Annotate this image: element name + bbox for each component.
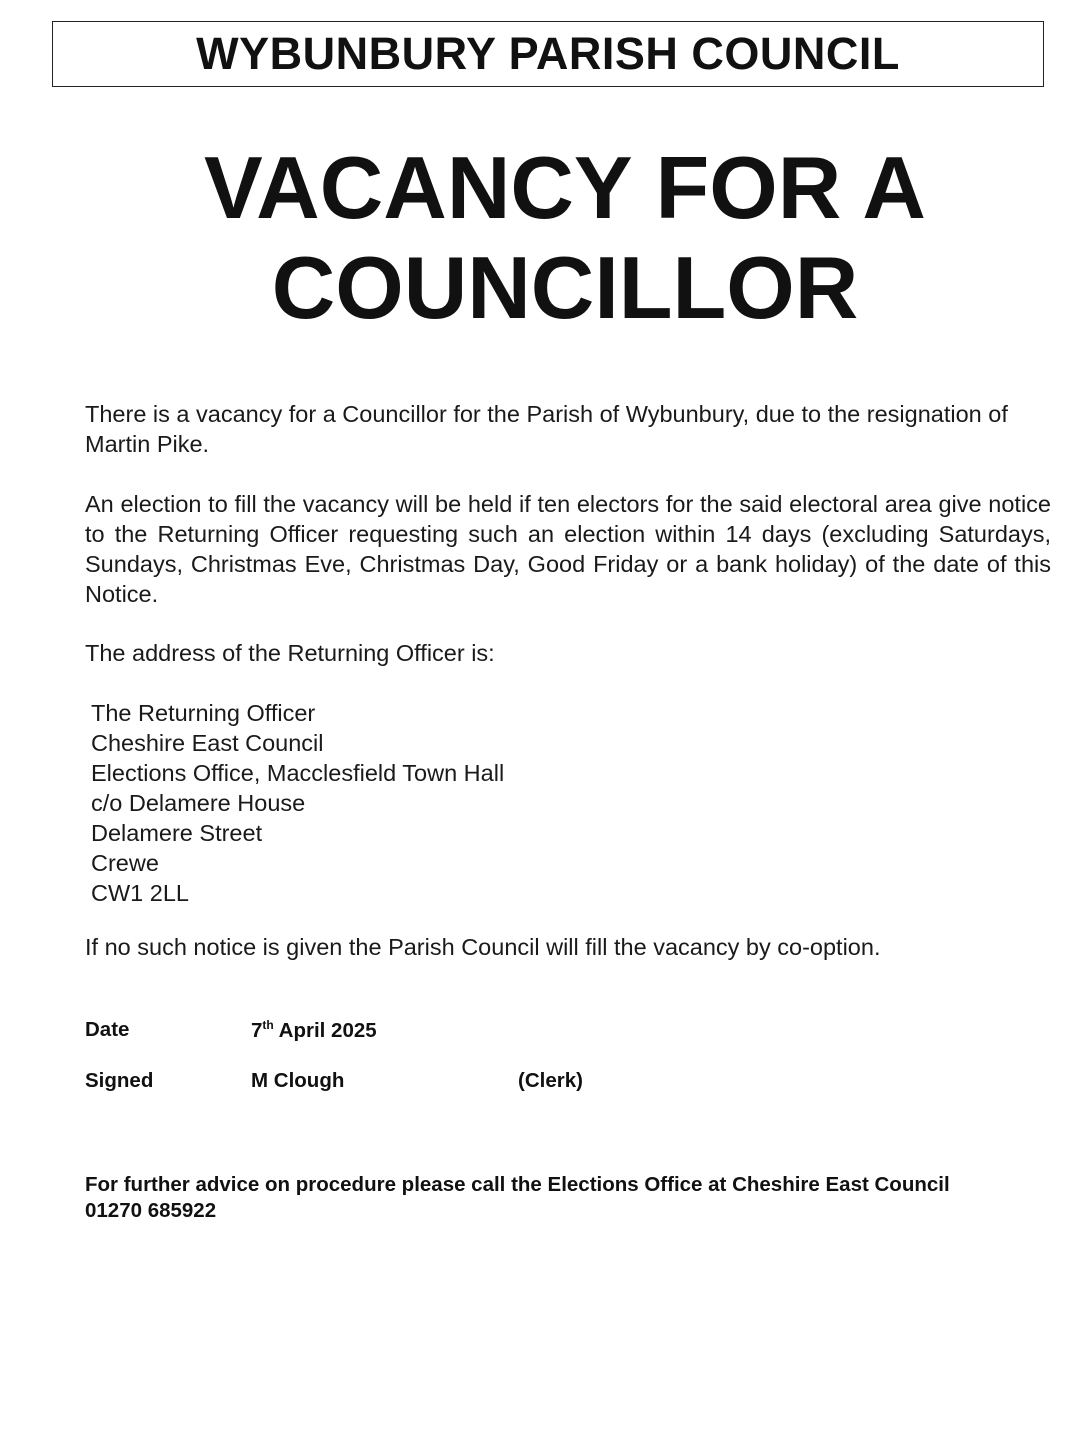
date-label: Date	[85, 1018, 130, 1041]
date-day: 7	[251, 1018, 263, 1042]
title-line-2: COUNCILLOR	[271, 238, 859, 337]
title-line-1: VACANCY FOR A	[204, 138, 926, 237]
address-intro: The address of the Returning Officer is:	[85, 640, 495, 666]
vacancy-paragraph: There is a vacancy for a Councillor for the Parish of Wybunbury, due to the resignation of Martin Pike.	[85, 401, 1008, 457]
footer-advice	[85, 1172, 1045, 1224]
council-header-box	[52, 21, 1044, 87]
address-line: c/o Delamere House	[91, 790, 306, 816]
notice-title	[0, 138, 1080, 338]
signed-name: M Clough	[251, 1069, 345, 1092]
address-line: Elections Office, Macclesfield Town Hall	[91, 760, 505, 786]
council-name: WYBUNBURY PARISH COUNCIL	[196, 28, 900, 79]
co-option-paragraph: If no such notice is given the Parish Council will fill the vacancy by co-option.	[85, 934, 881, 960]
date-value	[251, 1018, 377, 1043]
signed-role: (Clerk)	[518, 1069, 583, 1092]
address-line: Cheshire East Council	[91, 730, 324, 756]
date-suffix: th	[262, 1018, 274, 1032]
address-line: Delamere Street	[91, 820, 263, 846]
footer-phone: 01270 685922	[85, 1199, 217, 1222]
address-line: CW1 2LL	[91, 880, 189, 906]
signed-label: Signed	[85, 1069, 154, 1092]
footer-advice-text: For further advice on procedure please call the Elections Office at Cheshire East Council	[85, 1173, 950, 1196]
election-paragraph: An election to fill the vacancy will be held if ten electors for the said electoral area give notice to the Returning Officer requesting such an election within 14 days (excluding Saturdays, Sundays, Christmas Eve, Christmas Day, Good Friday or a bank holiday) of the date of this Notice.	[85, 491, 1051, 607]
returning-officer-address	[91, 698, 504, 908]
address-line: The Returning Officer	[91, 700, 316, 726]
date-month-year: April 2025	[273, 1018, 377, 1042]
address-line: Crewe	[91, 850, 159, 876]
